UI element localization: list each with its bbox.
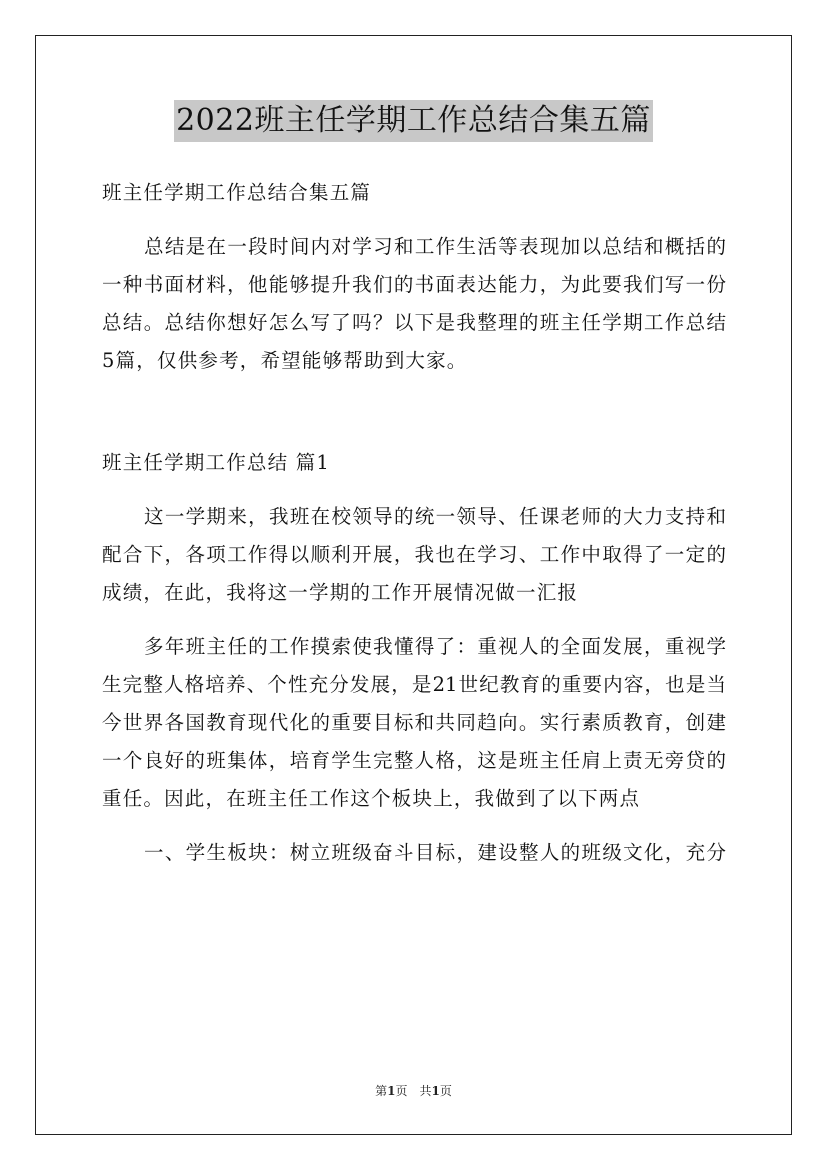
paragraph-line: 5篇，仅供参考，希望能够帮助到大家。 [102,349,468,372]
page-mid: 页 共 [395,1084,432,1098]
paragraph-gap [102,380,726,444]
section-heading: 班主任学期工作总结合集五篇 [102,181,372,204]
paragraph-line: 生完整人格培养、个性充分发展，是21世纪教育的重要内容，也是当 [102,673,726,696]
paragraph-gap [102,482,726,498]
section-heading: 班主任学期工作总结 篇1 [102,451,331,474]
paragraph-line: 这一学期来，我班在校领导的统一领导、任课老师的大力支持和 [144,505,726,528]
page-total: 1 [431,1084,440,1098]
paragraph-line: 一种书面材料，他能够提升我们的书面表达能力，为此要我们写一份 [102,273,726,296]
paragraph-line: 成绩，在此，我将这一学期的工作开展情况做一汇报 [102,581,579,604]
paragraph-gap [102,212,726,228]
document-title: 2022班主任学期工作总结合集五篇 [174,100,653,142]
page-suffix: 页 [439,1084,452,1098]
paragraph-line: 今世界各国教育现代化的重要目标和共同趋向。实行素质教育，创建 [102,711,726,734]
document-body [102,174,726,872]
paragraph-gap [102,612,726,628]
title-container [0,100,827,142]
paragraph-line: 总结。总结你想好怎么写了吗？以下是我整理的班主任学期工作总结 [102,311,726,334]
paragraph-line: 多年班主任的工作摸索使我懂得了：重视人的全面发展，重视学 [144,635,726,658]
paragraph-line: 一个良好的班集体，培育学生完整人格，这是班主任肩上责无旁贷的 [102,749,726,772]
paragraph-line: 总结是在一段时间内对学习和工作生活等表现加以总结和概括的 [144,235,726,258]
page-current: 1 [387,1084,396,1098]
paragraph-gap [102,818,726,834]
paragraph-line: 重任。因此，在班主任工作这个板块上，我做到了以下两点 [102,787,641,810]
paragraph-line: 一、学生板块：树立班级奋斗目标，建设整人的班级文化，充分 [144,841,726,864]
page-footer [0,1083,827,1099]
page-prefix: 第 [375,1084,388,1098]
paragraph-line: 配合下，各项工作得以顺利开展，我也在学习、工作中取得了一定的 [102,543,726,566]
